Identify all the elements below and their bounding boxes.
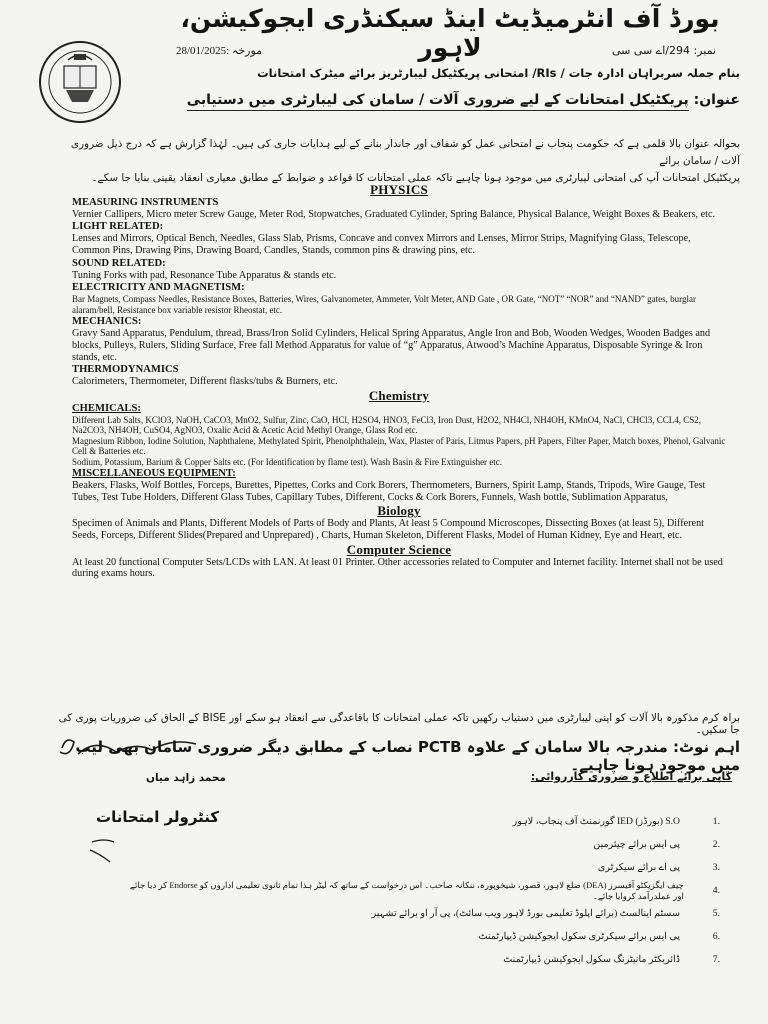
addressee-line: بنام جملہ سربراہان ادارہ جات / RIs/ امتحانی پریکٹیکل لیبارٹریز برائے میٹرک امتحانات — [257, 66, 740, 80]
list-item — [120, 925, 720, 948]
intro-paragraph — [60, 136, 740, 187]
misc-equipment-subhead: MISCELLANEOUS EQUIPMENT: — [72, 468, 236, 480]
physics-subhead: LIGHT RELATED: — [72, 221, 164, 233]
computer-science-title: Computer Science — [346, 541, 452, 557]
misc-equipment-items: Beakers, Flasks, Wolf Bottles, Forceps, Burettes, Pipettes, Corks and Cork Borers, Thermometers, Burners, Spirit Lamp, Stands, Tripods, Wire Gauge, Test Tubes, Test Tube Holders, Different Glass Tubes, Capillary Tubes, Different, Cocks & Cork Borers, Funnels, Wash bottle, Sublimation Apparatus, — [72, 479, 706, 503]
important-note: اہم نوٹ: مندرجہ بالا سامان کے علاوہ PCTB نصاب کے مطابق دیگر ضروری سامان بھی لیب میں موجود ہونا چاہیے۔ — [75, 738, 740, 774]
office-title: کنٹرولر امتحانات — [96, 808, 220, 826]
copy-number: 3. — [712, 862, 720, 873]
copy-number: 4. — [712, 885, 720, 896]
physics-subhead: THERMODYNAMICS — [72, 364, 179, 376]
copy-number: 2. — [712, 839, 720, 850]
physics-subhead: MECHANICS: — [72, 316, 142, 328]
intro-line: بحوالہ عنوان بالا قلمی ہے کہ حکومت پنجاب نے امتحانی عمل کو شفاف اور جاندار بنانے کے لیے ہدایات جاری کی ہیں۔ لہٰذا گزارش ہے کہ درج ذیل ضروری آلات / سامان برائے — [70, 138, 740, 167]
physics-items: Gravy Sand Apparatus, Pendulum, thread, Brass/Iron Solid Cylinders, Helical Spring Apparatus, Angle Iron and Bob, Wooden Wedges, Wooden Badges and blocks, Pulleys, Rulers, Sliding Surface, Free fall Method Apparatus for value of “g” Apparatus, Atwood’s Machine Apparatus, Disposable Syringe & Iron stands, etc. — [72, 327, 711, 363]
copy-recipient: S.O (بورڈز) IED گورنمنٹ آف پنجاب، لاہور — [512, 816, 680, 827]
signer-name: محمد زاہد میاں — [146, 772, 227, 784]
requirements-list — [72, 182, 726, 580]
copy-recipient: پی ایس برائے چیئرمین — [593, 839, 680, 850]
intro-line: پریکٹیکل امتحانات آپ کی امتحانی لیبارٹری میں موجود ہونا چاہیے تاکہ عملی امتحانات کا قواعد و ضوابط کے مطابق معیاری انعقاد یقینی بنایا جا سکے۔ — [91, 172, 740, 184]
copy-recipient: سسٹم اینالسٹ (برائے اپلوڈ تعلیمی بورڈ لاہور ویب سائٹ)، پی آر او برائے تشہیر — [371, 908, 680, 919]
subject-line — [130, 92, 740, 108]
notice-paragraph: براہ کرم مذکورہ بالا آلات کو اپنی لیبارٹری میں دستیاب رکھیں تاکہ عملی امتحانات کا باقاعدگی سے انعقاد ہو سکے اور BISE کے الحاق کی ضروریات پوری کی جا سکیں۔ — [58, 712, 740, 736]
copy-recipient: چیف ایگزیکٹو آفیسرز (DEA) ضلع لاہور، قصور، شیخوپورہ، ننکانہ صاحب۔ اس درخواست کے ساتھ کہ لیٹر ہذا تمام ثانوی تعلیمی اداروں کو Endorse کر دیا جائے اور عملدرآمد کروایا جائے۔ — [129, 879, 684, 901]
physics-items: Bar Magnets, Compass Needles, Resistance Boxes, Batteries, Wires, Galvanometer, Ammeter, Volt Meter, AND Gate , OR Gate, “NOT” “NOR” and “NAND” gates, burglar alaram/bell, Resistance box variable resistor Rheostat, etc. — [72, 294, 696, 315]
physics-subhead: MEASURING INSTRUMENTS — [72, 196, 219, 208]
list-item — [120, 810, 720, 833]
computer-science-items: At least 20 functional Computer Sets/LCDs with LAN. At least 01 Printer. Other accessories related to Computer and Internet facility. Internet shall not be used during exams hours. — [72, 556, 723, 580]
subject-label: عنوان: — [693, 92, 740, 108]
chemistry-title: Chemistry — [368, 387, 430, 403]
list-item — [120, 856, 720, 879]
list-item — [120, 902, 720, 925]
list-item — [120, 948, 720, 971]
copy-number: 5. — [712, 908, 720, 919]
reference-date: 28/01/2025: مورخہ — [176, 45, 263, 57]
copy-number: 7. — [712, 954, 720, 965]
physics-items: Lenses and Mirrors, Optical Bench, Needles, Glass Slab, Prisms, Concave and convex Mirrors and Lenses, Mirror Strips, Magnifying Glass, Telescope, Common Pins, Drawing Pins, Drawing Board, Candles, Stands, common pins & drawing pins, etc. — [72, 233, 691, 256]
copy-heading: کاپی برائے اطلاع و ضروری کارروائی: — [530, 770, 732, 783]
copy-recipient: پی ایس برائے سیکرٹری سکول ایجوکیشن ڈیپارٹمنٹ — [478, 931, 680, 942]
subject-text: پریکٹیکل امتحانات کے لیے ضروری آلات / سامان کی لیبارٹری میں دستیابی — [187, 92, 689, 111]
list-item — [120, 833, 720, 856]
copy-recipient: پی اے برائے سیکرٹری — [597, 862, 680, 873]
physics-subhead: SOUND RELATED: — [72, 257, 166, 269]
copy-number: 6. — [712, 931, 720, 942]
physics-title: PHYSICS — [370, 182, 428, 197]
physics-items: Calorimeters, Thermometer, Different flasks/tubs & Burners, etc. — [72, 376, 338, 388]
reference-number: نمبر: 294/اے سی سی — [612, 44, 716, 57]
chemicals-items: Different Lab Salts, KClO3, NaOH, CaCO3, MnO2, Sulfur, Zinc, CaO, HCl, H2SO4, HNO3, FeCl3, Iron Dust, H2O2, NH4Cl, NH4OH, KMnO4, NaCl, CHCl3, CCL4, CS2, Na2CO3, NH4OH, CuSO4, AgNO3, Oxalic Acid & Acetic Acid Methyl Orange, Glass Rod etc. — [72, 414, 701, 436]
physics-items: Tuning Forks with pad, Resonance Tube Apparatus & stands etc. — [72, 269, 337, 281]
biology-items: Specimen of Animals and Plants, Different Models of Parts of Body and Plants, At least 5 Compound Microscopes, Dissecting Boxes (at least 5), Different Seeds, Forceps, Different Slides(Prepared and Unprepared) , Charts, Human Skeleton, Different Flasks, Model of Human Kidney, Eye and Heart, etc. — [72, 518, 705, 542]
board-title: بورڈ آف انٹرمیڈیٹ اینڈ سیکنڈری ایجوکیشن، لاہور — [180, 4, 720, 62]
list-item — [120, 879, 720, 902]
copy-number: 1. — [712, 816, 720, 827]
copy-list — [120, 810, 720, 971]
chemicals-items: Sodium, Potassium, Barium & Copper Salts etc. (For Identification by flame test). Wash Basin & Fire Extinguisher etc. — [72, 456, 503, 467]
biology-title: Biology — [377, 503, 421, 519]
board-logo — [38, 40, 122, 124]
physics-subhead: ELECTRICITY AND MAGNETISM: — [72, 282, 245, 294]
chemicals-subhead: CHEMICALS: — [72, 402, 141, 414]
chemicals-items: Magnesium Ribbon, Iodine Solution, Naphthalene, Methylated Spirit, Phenolphthalein, Wax, Plaster of Paris, Litmus Papers, pH Papers, Filter Paper, Match boxes, Phenol, Galvanic Cell & Batteries etc. — [72, 435, 726, 457]
physics-items: Vernier Callipers, Micro meter Screw Gauge, Meter Rod, Stopwatches, Graduated Cylinder, Spring Balance, Physical Balance, Weight Boxes & Beakers, etc. — [72, 208, 716, 220]
copy-recipient: ڈائریکٹر مانیٹرنگ سکول ایجوکیشن ڈیپارٹمنٹ — [503, 954, 680, 965]
